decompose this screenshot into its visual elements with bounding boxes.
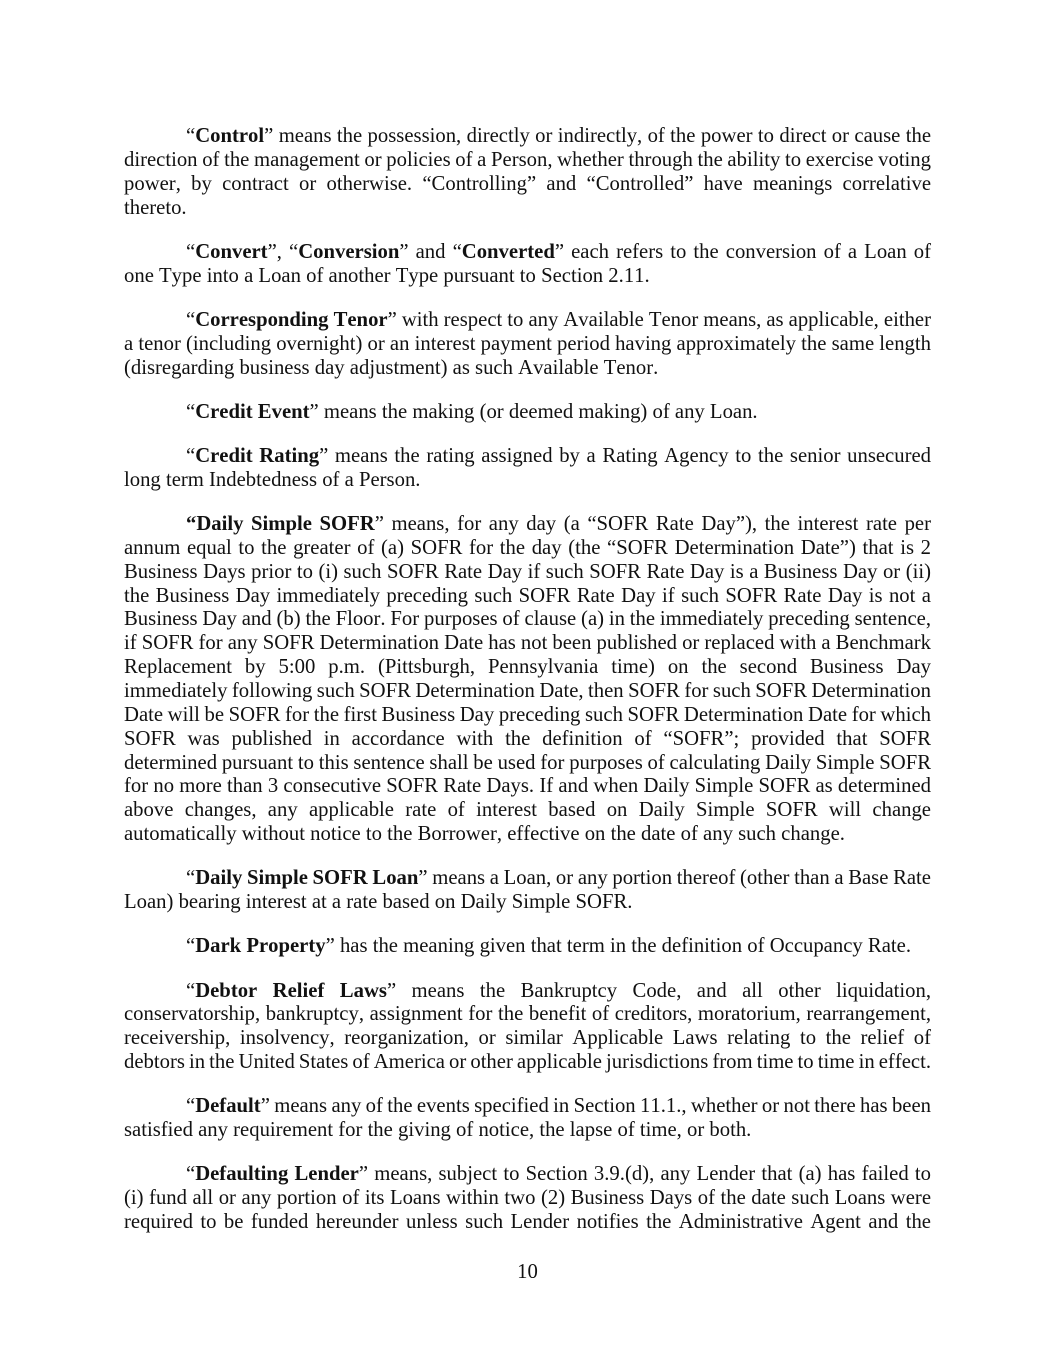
definition-line: Loan) bearing interest at a rate based on Daily Simple SOFR.	[124, 891, 633, 914]
definition-line: the Business Day immediately preceding such SOFR Rate Day if such SOFR Rate Day is not a	[124, 584, 931, 607]
definition-text: ” means the possession, directly or indirectly, of the power to direct or cause the	[264, 125, 931, 147]
definition-text: ” means the making (or deemed making) of any Loan.	[309, 400, 758, 423]
defined-term: Default	[195, 1095, 261, 1118]
definition-text: ” with respect to any Available Tenor means, as applicable, either	[387, 308, 931, 331]
definition-line: Business Day and (b) the Floor. For purposes of clause (a) in the immediately preceding sentence,	[124, 608, 931, 631]
open-quote: “	[186, 867, 196, 890]
definition-line: determined pursuant to this sentence shall be used for purposes of calculating Daily Simple SOFR	[124, 751, 931, 774]
defined-term: Daily Simple SOFR Loan	[195, 867, 419, 890]
open-quote: “	[186, 935, 196, 958]
defined-term: Corresponding Tenor	[195, 308, 388, 331]
definition-text: ” means, subject to Section 3.9.(d), any Lender that (a) has failed to	[358, 1163, 931, 1186]
definition-line: required to be funded hereunder unless such Lender notifies the Administrative Agent and the	[124, 1211, 931, 1234]
definition-corresponding-tenor	[124, 309, 931, 381]
defined-term: Control	[195, 125, 265, 147]
definition-first-line	[186, 867, 931, 891]
definition-line: Replacement by 5:00 p.m. (Pittsburgh, Pennsylvania time) on the second Business Day	[124, 656, 931, 679]
open-quote: “	[186, 400, 196, 423]
defined-term: Defaulting Lender	[195, 1163, 359, 1186]
term-separator: ” and “	[399, 240, 462, 263]
definition-line: Business Days prior to (i) such SOFR Rate Day if such SOFR Rate Day is a Business Day or (ii)	[124, 560, 931, 583]
definition-first-line	[186, 401, 931, 425]
definition-credit-event	[124, 401, 931, 425]
definition-line: SOFR was published in accordance with the definition of “SOFR”; provided that SOFR	[124, 727, 931, 750]
definition-line: (disregarding business day adjustment) as such Available Tenor.	[124, 356, 659, 379]
definition-text: ” means the Bankruptcy Code, and all other liquidation,	[386, 979, 931, 1002]
definition-text: ” means the rating assigned by a Rating Agency to the senior unsecured	[319, 445, 931, 467]
defined-term: Conversion	[298, 240, 400, 263]
definition-text: ” each refers to the conversion of a Loan of	[554, 240, 932, 263]
definition-line: Date will be SOFR for the first Business Day preceding such SOFR Determination Date for which	[124, 703, 931, 726]
defined-term: “Daily Simple SOFR	[186, 513, 375, 536]
defined-term: Converted	[461, 240, 555, 263]
definition-convert	[124, 241, 931, 289]
open-quote: “	[186, 979, 196, 1002]
defined-term: Credit Rating	[195, 445, 320, 467]
definition-line: immediately following such SOFR Determination Date, then SOFR for such SOFR Determination	[124, 679, 931, 702]
definition-default	[124, 1095, 931, 1143]
definition-line: (i) fund all or any portion of its Loans within two (2) Business Days of the date such Loans were	[124, 1187, 931, 1210]
definition-first-line	[186, 980, 931, 1004]
definition-line: power, by contract or otherwise. “Controlling” and “Controlled” have meanings correlative	[124, 172, 931, 195]
definition-line: a tenor (including overnight) or an interest payment period having approximately the same length	[124, 332, 931, 355]
open-quote: “	[186, 1095, 196, 1118]
definition-line: satisfied any requirement for the giving of notice, the lapse of time, or both.	[124, 1119, 752, 1142]
definition-line: thereto.	[124, 196, 187, 219]
definition-text: ” means a Loan, or any portion thereof (other than a Base Rate	[418, 867, 931, 890]
definition-line: for no more than 3 consecutive SOFR Rate Days. If and when Daily Simple SOFR as determined	[124, 775, 931, 798]
definition-line: direction of the management or policies of a Person, whether through the ability to exercise voting	[124, 148, 931, 171]
definition-line: above changes, any applicable rate of interest based on Daily Simple SOFR will change	[124, 799, 931, 822]
definition-line: receivership, insolvency, reorganization, or similar Applicable Laws relating to the relief of	[124, 1027, 931, 1050]
definition-control	[124, 125, 931, 220]
definition-line: one Type into a Loan of another Type pursuant to Section 2.11.	[124, 264, 650, 287]
definition-text: ” means any of the events specified in Section 11.1., whether or not there has been	[260, 1095, 931, 1118]
definition-dark-property	[124, 935, 931, 959]
definition-line: debtors in the United States of America or other applicable jurisdictions from time to time in effect.	[124, 1051, 931, 1074]
defined-term: Debtor Relief Laws	[195, 979, 387, 1002]
term-separator: ”, “	[267, 240, 299, 263]
definition-first-line	[186, 513, 931, 537]
definition-credit-rating	[124, 445, 931, 493]
definition-line: automatically without notice to the Borrower, effective on the date of any such change.	[124, 823, 845, 846]
definition-first-line	[186, 1163, 931, 1187]
definition-first-line	[186, 1095, 931, 1119]
page-number: 10	[517, 1261, 538, 1283]
open-quote: “	[186, 308, 196, 331]
definitions-section	[124, 125, 931, 1255]
definition-line: annum equal to the greater of (a) SOFR for the day (the “SOFR Determination Date”) that is 2	[124, 536, 931, 559]
definition-first-line	[186, 935, 931, 959]
defined-term: Convert	[195, 240, 268, 263]
definition-defaulting-lender	[124, 1163, 931, 1235]
defined-term: Credit Event	[195, 400, 310, 423]
definition-line: long term Indebtedness of a Person.	[124, 468, 421, 491]
definition-first-line	[186, 125, 931, 149]
definition-line: if SOFR for any SOFR Determination Date has not been published or replaced with a Benchmark	[124, 632, 931, 655]
defined-term: Dark Property	[195, 935, 326, 958]
definition-first-line	[186, 309, 931, 333]
definition-debtor-relief-laws	[124, 980, 931, 1075]
open-quote: “	[186, 1163, 196, 1186]
open-quote: “	[186, 445, 196, 467]
definition-first-line	[186, 445, 931, 469]
definition-daily-simple-sofr-loan	[124, 867, 931, 915]
definition-daily-simple-sofr	[124, 513, 931, 847]
open-quote: “	[186, 125, 196, 147]
definition-text: ” means, for any day (a “SOFR Rate Day”), the interest rate per	[374, 513, 931, 536]
definition-first-line	[186, 241, 931, 265]
definition-text: ” has the meaning given that term in the definition of Occupancy Rate.	[325, 935, 911, 958]
open-quote: “	[186, 240, 196, 263]
definition-line: conservatorship, bankruptcy, assignment for the benefit of creditors, moratorium, rearrangement,	[124, 1003, 931, 1026]
